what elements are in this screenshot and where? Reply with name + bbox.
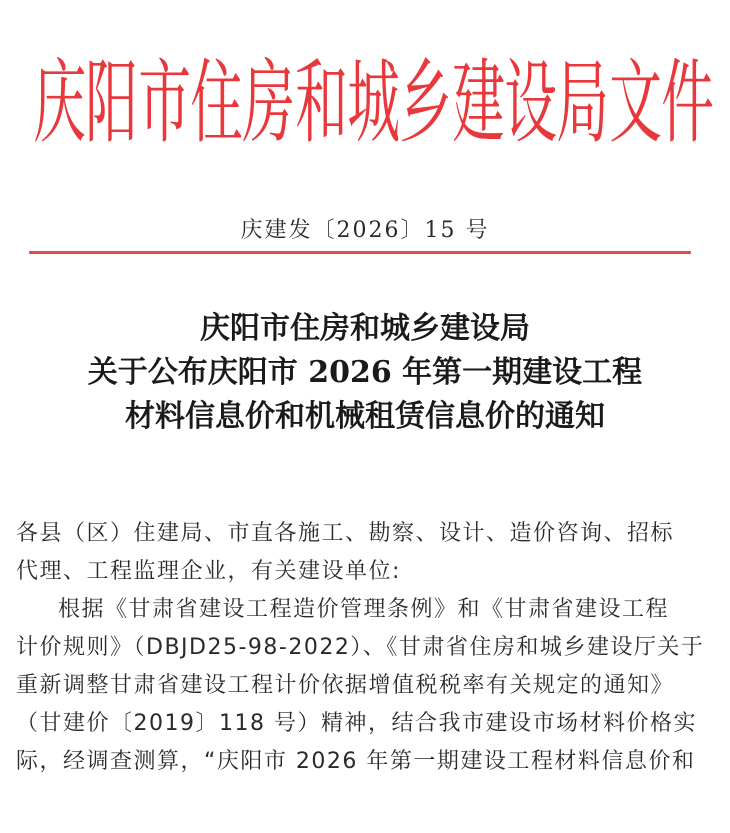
addressee-line-2: 代理、工程监理企业，有关建设单位: bbox=[16, 559, 401, 584]
masthead-char: 庆 bbox=[33, 49, 85, 156]
document-title bbox=[0, 307, 730, 439]
paragraph-line: 际，经调查测算，“庆阳市 2026 年第一期建设工程材料信息价和 bbox=[16, 749, 696, 774]
masthead-char: 城 bbox=[347, 49, 399, 156]
masthead-char: 局 bbox=[556, 49, 608, 156]
red-divider-line bbox=[29, 251, 691, 254]
document-number: 庆建发〔2026〕15 号 bbox=[240, 218, 490, 243]
masthead-char: 和 bbox=[294, 49, 347, 156]
paragraph-line: 根据《甘肃省建设工程造价管理条例》和《甘肃省建设工程 bbox=[58, 597, 670, 622]
document-body bbox=[16, 515, 716, 781]
masthead-char: 建 bbox=[451, 49, 504, 156]
masthead-char: 房 bbox=[242, 49, 294, 156]
paragraph-line: （甘建价〔2019〕118 号）精神，结合我市建设市场材料价格实 bbox=[16, 711, 697, 736]
document-masthead bbox=[28, 18, 713, 170]
masthead-char: 文 bbox=[608, 49, 661, 156]
title-line-2: 关于公布庆阳市 2026 年第一期建设工程 bbox=[87, 355, 643, 390]
masthead-char: 市 bbox=[137, 49, 190, 156]
paragraph-line: 重新调整甘肃省建设工程计价依据增值税税率有关规定的通知》 bbox=[16, 673, 675, 698]
title-line-1: 庆阳市住房和城乡建设局 bbox=[200, 311, 530, 346]
masthead-char: 住 bbox=[190, 49, 242, 156]
title-line-3: 材料信息价和机械租赁信息价的通知 bbox=[125, 399, 605, 434]
masthead-char: 阳 bbox=[85, 49, 137, 156]
masthead-char: 乡 bbox=[399, 49, 451, 156]
paragraph-line: 计价规则》（DBJD25-98-2022）、《甘肃省住房和城乡建设厅关于 bbox=[16, 635, 705, 660]
addressee-line-1: 各县（区）住建局、市直各施工、勘察、设计、造价咨询、招标 bbox=[16, 521, 675, 546]
masthead-char: 件 bbox=[661, 49, 713, 156]
masthead-char: 设 bbox=[504, 49, 556, 156]
